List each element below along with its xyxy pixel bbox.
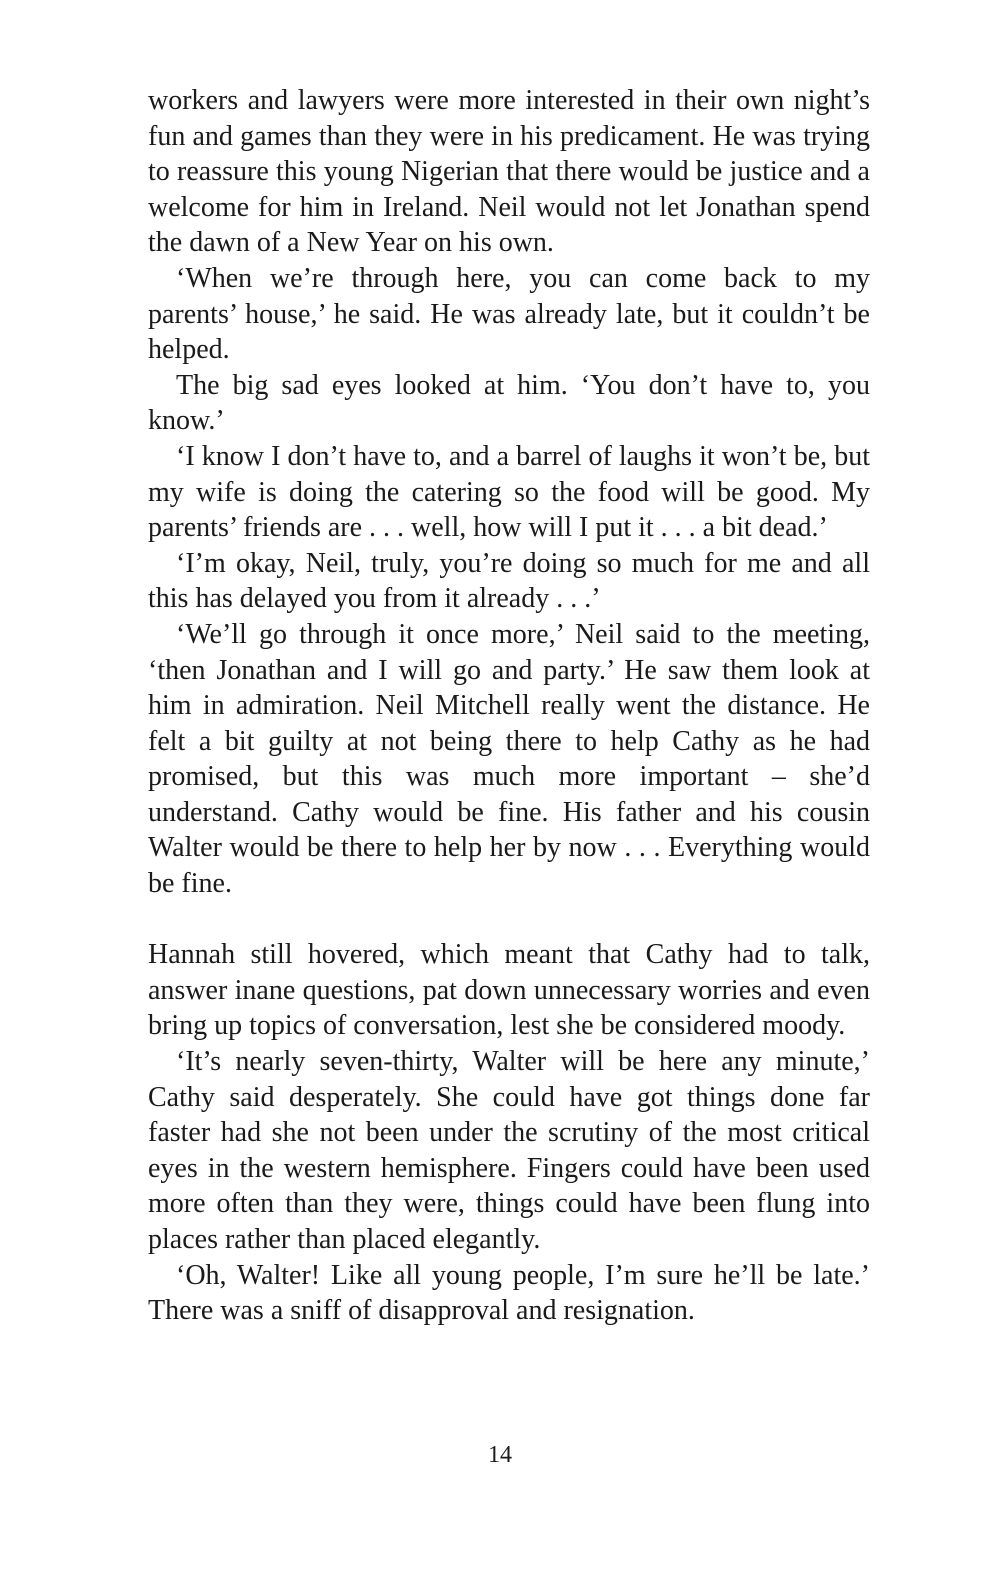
paragraph-6: ‘We’ll go through it once more,’ Neil said to the meeting, ‘then Jonathan and I will go and party.’ He saw them look at him in admiration. Neil Mitchell really went the distance. He felt a bit guilty at not being there to help Cathy as he had promised, but this was much more important – she’d understand. Cathy would be fine. His father and his cousin Walter would be there to help her by now . . . Everything would be fine. (148, 618, 870, 900)
page-number: 14 (488, 1442, 512, 1468)
paragraph-5: ‘I’m okay, Neil, truly, you’re doing so much for me and all this has delayed you from it already . . .’ (148, 547, 870, 615)
paragraph-1: workers and lawyers were more interested in their own night’s fun and games than they were in his predicament. He was trying to reassure this young Nigerian that there would be justice and a welcome for him in Ireland. Neil would not let Jonathan spend the dawn of a New Year on his own. (148, 85, 870, 259)
paragraph-2: ‘When we’re through here, you can come back to my parents’ house,’ he said. He was already late, but it couldn’t be helped. (148, 262, 870, 366)
paragraph-9: ‘Oh, Walter! Like all young people, I’m sure he’ll be late.’ There was a sniff of disapproval and resignation. (148, 1259, 870, 1327)
paragraph-4: ‘I know I don’t have to, and a barrel of laughs it won’t be, but my wife is doing the catering so the food will be good. My parents’ friends are . . . well, how will I put it . . . a bit dead.’ (148, 440, 870, 544)
page-body (148, 83, 870, 1329)
paragraph-3: The big sad eyes looked at him. ‘You don’t have to, you know.’ (148, 369, 870, 437)
paragraph-7-section-start: Hannah still hovered, which meant that Cathy had to talk, answer inane questions, pat down unnecessary worries and even bring up topics of conversation, lest she be considered moody. (148, 939, 870, 1042)
paragraph-8: ‘It’s nearly seven-thirty, Walter will be here any minute,’ Cathy said desperately. She could have got things done far faster had she not been under the scrutiny of the most critical eyes in the western hemisphere. Fingers could have been used more often than they were, things could have been flung into places rather than placed elegantly. (148, 1046, 870, 1255)
